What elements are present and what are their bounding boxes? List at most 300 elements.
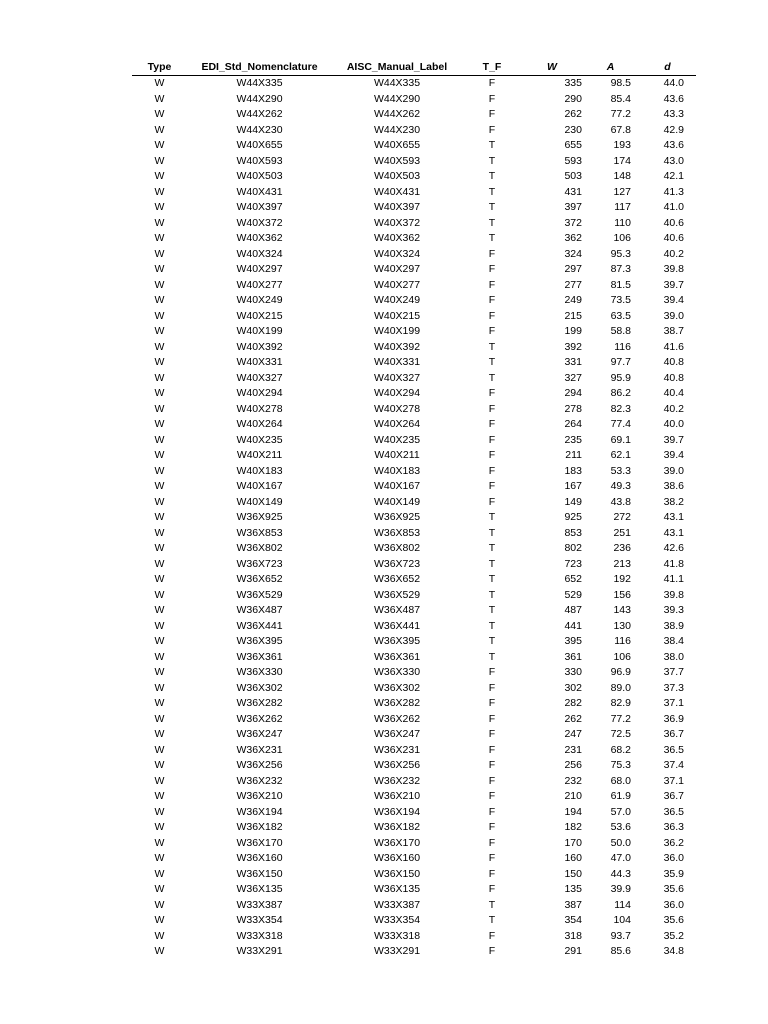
cell-t-f: T bbox=[488, 588, 496, 601]
cell-a: 174 bbox=[613, 154, 631, 167]
cell-a: 73.5 bbox=[610, 294, 631, 306]
cell-a: 130 bbox=[613, 619, 631, 632]
table-row bbox=[132, 588, 696, 604]
cell-w: 324 bbox=[564, 247, 582, 260]
cell-type: W bbox=[154, 154, 165, 167]
table-row bbox=[132, 324, 696, 340]
cell-aisc-manual-label: W40X277 bbox=[373, 278, 421, 291]
cell-w: 210 bbox=[564, 790, 582, 802]
cell-a: 82.3 bbox=[610, 402, 631, 415]
cell-t-f: F bbox=[488, 883, 496, 895]
cell-a: 69.1 bbox=[610, 433, 631, 446]
cell-d: 39.7 bbox=[663, 433, 684, 446]
table-row bbox=[132, 758, 696, 774]
cell-a: 117 bbox=[614, 201, 631, 213]
cell-type: W bbox=[154, 201, 165, 213]
cell-edi-std-nomenclature: W44X230 bbox=[236, 123, 283, 136]
cell-w: 652 bbox=[564, 573, 582, 585]
cell-aisc-manual-label: W36X441 bbox=[373, 619, 421, 632]
cell-t-f: F bbox=[488, 945, 496, 957]
cell-d: 41.1 bbox=[663, 573, 684, 585]
cell-d: 42.6 bbox=[663, 542, 684, 554]
cell-a: 97.7 bbox=[610, 356, 631, 368]
cell-d: 44.0 bbox=[663, 77, 684, 89]
cell-a: 67.8 bbox=[610, 123, 631, 136]
cell-d: 37.1 bbox=[663, 774, 684, 787]
cell-type: W bbox=[154, 480, 165, 492]
cell-type: W bbox=[154, 123, 165, 136]
cell-edi-std-nomenclature: W40X397 bbox=[236, 201, 283, 213]
cell-aisc-manual-label: W36X853 bbox=[373, 526, 421, 539]
cell-edi-std-nomenclature: W40X149 bbox=[236, 495, 283, 508]
cell-w: 149 bbox=[564, 495, 582, 508]
cell-t-f: F bbox=[488, 743, 496, 756]
cell-type: W bbox=[154, 185, 165, 198]
cell-aisc-manual-label: W40X167 bbox=[373, 480, 421, 492]
cell-w: 247 bbox=[564, 728, 582, 740]
cell-t-f: F bbox=[488, 495, 496, 508]
cell-a: 193 bbox=[613, 139, 631, 151]
cell-d: 41.0 bbox=[663, 201, 684, 213]
table-row bbox=[132, 634, 696, 650]
cell-t-f: F bbox=[488, 309, 496, 322]
cell-w: 160 bbox=[564, 852, 582, 864]
cell-a: 47.0 bbox=[610, 852, 631, 864]
table-row bbox=[132, 882, 696, 898]
table-row bbox=[132, 929, 696, 945]
cell-edi-std-nomenclature: W36X150 bbox=[236, 867, 283, 880]
cell-t-f: T bbox=[488, 914, 496, 926]
cell-d: 43.1 bbox=[663, 526, 684, 539]
table-row bbox=[132, 76, 696, 92]
cell-w: 294 bbox=[564, 387, 582, 399]
cell-type: W bbox=[154, 340, 165, 353]
cell-type: W bbox=[154, 929, 165, 942]
cell-edi-std-nomenclature: W36X232 bbox=[236, 774, 283, 787]
cell-a: 85.6 bbox=[610, 945, 631, 957]
cell-t-f: T bbox=[488, 356, 496, 368]
cell-edi-std-nomenclature: W36X247 bbox=[236, 728, 283, 740]
cell-type: W bbox=[154, 542, 165, 554]
cell-t-f: T bbox=[488, 526, 496, 539]
cell-aisc-manual-label: W36X529 bbox=[373, 588, 421, 601]
cell-type: W bbox=[154, 263, 165, 275]
cell-t-f: T bbox=[488, 232, 496, 244]
cell-type: W bbox=[154, 945, 165, 957]
cell-t-f: T bbox=[488, 371, 496, 384]
cell-edi-std-nomenclature: W36X652 bbox=[236, 573, 283, 585]
cell-aisc-manual-label: W33X291 bbox=[373, 945, 421, 957]
cell-w: 431 bbox=[564, 185, 582, 198]
cell-d: 36.0 bbox=[663, 898, 684, 911]
cell-edi-std-nomenclature: W40X503 bbox=[236, 170, 283, 182]
cell-type: W bbox=[154, 836, 165, 849]
cell-aisc-manual-label: W36X170 bbox=[373, 836, 421, 849]
table-row bbox=[132, 355, 696, 371]
cell-type: W bbox=[154, 883, 165, 895]
cell-t-f: T bbox=[488, 185, 496, 198]
cell-a: 148 bbox=[613, 170, 631, 182]
cell-edi-std-nomenclature: W36X135 bbox=[236, 883, 283, 895]
cell-t-f: F bbox=[488, 433, 496, 446]
cell-d: 39.8 bbox=[663, 263, 684, 275]
cell-w: 361 bbox=[564, 650, 582, 663]
cell-aisc-manual-label: W36X182 bbox=[373, 821, 421, 833]
table-row bbox=[132, 417, 696, 433]
cell-edi-std-nomenclature: W36X231 bbox=[236, 743, 283, 756]
cell-aisc-manual-label: W40X397 bbox=[373, 201, 421, 213]
cell-type: W bbox=[154, 356, 165, 368]
cell-w: 503 bbox=[564, 170, 582, 182]
cell-w: 170 bbox=[564, 836, 582, 849]
cell-t-f: F bbox=[488, 867, 496, 880]
cell-edi-std-nomenclature: W44X262 bbox=[236, 108, 283, 120]
cell-aisc-manual-label: W40X297 bbox=[373, 263, 421, 275]
cell-t-f: T bbox=[488, 557, 496, 570]
cell-type: W bbox=[154, 712, 165, 725]
cell-w: 135 bbox=[564, 883, 582, 895]
cell-edi-std-nomenclature: W44X290 bbox=[236, 92, 283, 105]
cell-w: 215 bbox=[564, 309, 582, 322]
cell-type: W bbox=[154, 108, 165, 120]
cell-type: W bbox=[154, 418, 165, 430]
cell-aisc-manual-label: W36X925 bbox=[373, 511, 421, 523]
cell-w: 593 bbox=[564, 154, 582, 167]
cell-type: W bbox=[154, 232, 165, 244]
cell-type: W bbox=[154, 635, 165, 647]
cell-w: 183 bbox=[564, 464, 582, 477]
cell-d: 35.6 bbox=[663, 914, 684, 926]
cell-t-f: F bbox=[488, 263, 496, 275]
cell-edi-std-nomenclature: W36X160 bbox=[236, 852, 283, 864]
col-header-aisc-manual-label: AISC_Manual_Label bbox=[332, 60, 462, 76]
cell-w: 331 bbox=[564, 356, 582, 368]
cell-t-f: F bbox=[488, 929, 496, 942]
cell-t-f: F bbox=[488, 836, 496, 849]
cell-edi-std-nomenclature: W36X330 bbox=[236, 666, 283, 678]
table-row bbox=[132, 913, 696, 929]
cell-a: 43.8 bbox=[610, 495, 631, 508]
cell-aisc-manual-label: W44X335 bbox=[373, 77, 421, 89]
cell-type: W bbox=[154, 821, 165, 833]
cell-type: W bbox=[154, 170, 165, 182]
table-row bbox=[132, 541, 696, 557]
cell-type: W bbox=[154, 309, 165, 322]
cell-d: 40.4 bbox=[663, 387, 684, 399]
cell-d: 35.6 bbox=[663, 883, 684, 895]
cell-a: 57.0 bbox=[610, 805, 631, 818]
cell-edi-std-nomenclature: W36X361 bbox=[236, 650, 283, 663]
cell-a: 127 bbox=[613, 185, 631, 198]
cell-aisc-manual-label: W40X431 bbox=[373, 185, 421, 198]
cell-edi-std-nomenclature: W40X431 bbox=[236, 185, 283, 198]
cell-edi-std-nomenclature: W40X324 bbox=[236, 247, 283, 260]
cell-w: 262 bbox=[564, 108, 582, 120]
cell-type: W bbox=[154, 805, 165, 818]
table-row bbox=[132, 944, 696, 960]
table-row bbox=[132, 665, 696, 681]
cell-w: 354 bbox=[564, 914, 582, 926]
cell-edi-std-nomenclature: W40X331 bbox=[236, 356, 283, 368]
cell-aisc-manual-label: W40X324 bbox=[373, 247, 421, 260]
cell-edi-std-nomenclature: W36X487 bbox=[236, 604, 283, 616]
table-row bbox=[132, 696, 696, 712]
table-row bbox=[132, 774, 696, 790]
table-row bbox=[132, 603, 696, 619]
table-row bbox=[132, 371, 696, 387]
cell-t-f: F bbox=[488, 108, 496, 120]
table-row bbox=[132, 386, 696, 402]
cell-aisc-manual-label: W40X264 bbox=[373, 418, 421, 430]
col-header-type: Type bbox=[132, 60, 187, 76]
cell-w: 297 bbox=[564, 263, 582, 275]
cell-type: W bbox=[154, 650, 165, 663]
table-row bbox=[132, 433, 696, 449]
cell-a: 77.2 bbox=[610, 712, 631, 725]
cell-w: 302 bbox=[564, 681, 582, 694]
table-row bbox=[132, 650, 696, 666]
cell-edi-std-nomenclature: W40X235 bbox=[236, 433, 283, 446]
cell-aisc-manual-label: W40X503 bbox=[373, 170, 421, 182]
cell-t-f: T bbox=[488, 604, 496, 616]
table-row bbox=[132, 789, 696, 805]
cell-w: 529 bbox=[564, 588, 582, 601]
cell-t-f: F bbox=[488, 697, 496, 709]
cell-w: 167 bbox=[564, 480, 582, 492]
cell-d: 35.9 bbox=[663, 867, 684, 880]
cell-a: 68.0 bbox=[610, 774, 631, 787]
cell-t-f: T bbox=[488, 201, 496, 213]
cell-w: 395 bbox=[564, 635, 582, 647]
cell-type: W bbox=[154, 247, 165, 260]
cell-a: 213 bbox=[613, 557, 631, 570]
cell-a: 85.4 bbox=[610, 92, 631, 105]
cell-d: 36.0 bbox=[663, 852, 684, 864]
cell-d: 39.0 bbox=[663, 464, 684, 477]
cell-edi-std-nomenclature: W40X264 bbox=[236, 418, 283, 430]
cell-edi-std-nomenclature: W36X395 bbox=[236, 635, 283, 647]
cell-d: 38.4 bbox=[663, 635, 684, 647]
cell-t-f: T bbox=[488, 619, 496, 632]
cell-t-f: T bbox=[488, 340, 496, 353]
cell-aisc-manual-label: W36X210 bbox=[373, 790, 421, 802]
cell-type: W bbox=[154, 526, 165, 539]
cell-type: W bbox=[154, 588, 165, 601]
cell-edi-std-nomenclature: W36X853 bbox=[236, 526, 283, 539]
cell-aisc-manual-label: W40X655 bbox=[373, 139, 421, 151]
cell-a: 81.5 bbox=[610, 278, 631, 291]
cell-a: 272 bbox=[613, 511, 631, 523]
table-row bbox=[132, 278, 696, 294]
cell-w: 277 bbox=[564, 278, 582, 291]
table-row bbox=[132, 681, 696, 697]
cell-d: 40.2 bbox=[663, 402, 684, 415]
cell-d: 39.7 bbox=[663, 278, 684, 291]
cell-type: W bbox=[154, 743, 165, 756]
cell-edi-std-nomenclature: W44X335 bbox=[236, 77, 283, 89]
cell-d: 36.9 bbox=[663, 712, 684, 725]
table-row bbox=[132, 340, 696, 356]
cell-a: 49.3 bbox=[610, 480, 631, 492]
cell-aisc-manual-label: W36X150 bbox=[373, 867, 421, 880]
cell-edi-std-nomenclature: W36X441 bbox=[236, 619, 283, 632]
cell-d: 43.6 bbox=[663, 139, 684, 151]
cell-edi-std-nomenclature: W40X183 bbox=[236, 464, 283, 477]
table-row bbox=[132, 526, 696, 542]
table-row bbox=[132, 743, 696, 759]
table-row bbox=[132, 402, 696, 418]
cell-a: 251 bbox=[613, 526, 631, 539]
cell-a: 39.9 bbox=[610, 883, 631, 895]
cell-w: 290 bbox=[564, 92, 582, 105]
cell-edi-std-nomenclature: W40X249 bbox=[236, 294, 283, 306]
cell-d: 36.3 bbox=[663, 821, 684, 833]
table-row bbox=[132, 510, 696, 526]
cell-type: W bbox=[154, 77, 165, 89]
cell-a: 95.3 bbox=[610, 247, 631, 260]
cell-w: 362 bbox=[564, 232, 582, 244]
cell-aisc-manual-label: W36X723 bbox=[373, 557, 421, 570]
cell-aisc-manual-label: W36X231 bbox=[373, 743, 421, 756]
cell-edi-std-nomenclature: W33X318 bbox=[236, 929, 283, 942]
cell-edi-std-nomenclature: W40X593 bbox=[236, 154, 283, 167]
table-row bbox=[132, 820, 696, 836]
cell-w: 335 bbox=[564, 77, 582, 89]
cell-w: 327 bbox=[564, 371, 582, 384]
cell-a: 50.0 bbox=[610, 836, 631, 849]
table-row bbox=[132, 138, 696, 154]
cell-type: W bbox=[154, 216, 165, 229]
cell-aisc-manual-label: W40X294 bbox=[373, 387, 421, 399]
cell-aisc-manual-label: W40X199 bbox=[373, 325, 421, 337]
cell-edi-std-nomenclature: W40X167 bbox=[236, 480, 283, 492]
cell-a: 192 bbox=[613, 573, 631, 585]
cell-edi-std-nomenclature: W36X262 bbox=[236, 712, 283, 725]
cell-d: 43.3 bbox=[663, 108, 684, 120]
table-row bbox=[132, 479, 696, 495]
cell-type: W bbox=[154, 867, 165, 880]
cell-aisc-manual-label: W33X318 bbox=[373, 929, 421, 942]
table-row bbox=[132, 169, 696, 185]
cell-t-f: F bbox=[488, 387, 496, 399]
table-row bbox=[132, 154, 696, 170]
cell-t-f: F bbox=[488, 449, 496, 461]
table-row bbox=[132, 572, 696, 588]
col-header-a: A bbox=[582, 60, 639, 76]
cell-type: W bbox=[154, 666, 165, 678]
table-row bbox=[132, 216, 696, 232]
cell-edi-std-nomenclature: W33X354 bbox=[236, 914, 283, 926]
cell-w: 925 bbox=[564, 511, 582, 523]
cell-d: 42.9 bbox=[663, 123, 684, 136]
cell-aisc-manual-label: W36X330 bbox=[373, 666, 421, 678]
cell-w: 231 bbox=[564, 743, 582, 756]
table-row bbox=[132, 262, 696, 278]
shapes-table bbox=[132, 60, 696, 960]
cell-a: 77.4 bbox=[610, 418, 631, 430]
cell-a: 89.0 bbox=[610, 681, 631, 694]
cell-aisc-manual-label: W40X149 bbox=[373, 495, 421, 508]
cell-edi-std-nomenclature: W40X277 bbox=[236, 278, 283, 291]
col-header-d: d bbox=[639, 60, 696, 76]
cell-edi-std-nomenclature: W40X294 bbox=[236, 387, 283, 399]
cell-a: 62.1 bbox=[610, 449, 631, 461]
cell-d: 38.9 bbox=[663, 619, 684, 632]
cell-type: W bbox=[154, 604, 165, 616]
cell-aisc-manual-label: W40X362 bbox=[373, 232, 421, 244]
table-row bbox=[132, 836, 696, 852]
cell-d: 41.8 bbox=[663, 557, 684, 570]
table-row bbox=[132, 200, 696, 216]
table-row bbox=[132, 851, 696, 867]
cell-t-f: F bbox=[488, 402, 496, 415]
cell-d: 40.6 bbox=[663, 232, 684, 244]
cell-edi-std-nomenclature: W33X291 bbox=[236, 945, 283, 957]
cell-t-f: T bbox=[488, 154, 496, 167]
cell-d: 38.2 bbox=[663, 495, 684, 508]
table-row bbox=[132, 867, 696, 883]
cell-edi-std-nomenclature: W40X215 bbox=[236, 309, 283, 322]
cell-t-f: F bbox=[488, 480, 496, 492]
cell-type: W bbox=[154, 774, 165, 787]
cell-w: 150 bbox=[564, 867, 582, 880]
cell-type: W bbox=[154, 697, 165, 709]
cell-aisc-manual-label: W40X327 bbox=[373, 371, 421, 384]
cell-a: 116 bbox=[614, 340, 631, 353]
cell-aisc-manual-label: W40X331 bbox=[373, 356, 421, 368]
cell-t-f: T bbox=[488, 139, 496, 151]
table-row bbox=[132, 448, 696, 464]
cell-type: W bbox=[154, 573, 165, 585]
cell-aisc-manual-label: W36X802 bbox=[373, 542, 421, 554]
cell-t-f: F bbox=[488, 681, 496, 694]
cell-type: W bbox=[154, 139, 165, 151]
cell-aisc-manual-label: W40X249 bbox=[373, 294, 421, 306]
cell-aisc-manual-label: W36X160 bbox=[373, 852, 421, 864]
cell-aisc-manual-label: W40X183 bbox=[373, 464, 421, 477]
table-body bbox=[132, 76, 696, 960]
cell-aisc-manual-label: W36X232 bbox=[373, 774, 421, 787]
cell-w: 282 bbox=[564, 697, 582, 709]
cell-d: 39.0 bbox=[663, 309, 684, 322]
cell-d: 37.7 bbox=[663, 666, 684, 678]
cell-edi-std-nomenclature: W36X170 bbox=[236, 836, 283, 849]
cell-d: 39.4 bbox=[663, 449, 684, 461]
cell-d: 36.5 bbox=[663, 805, 684, 818]
cell-a: 106 bbox=[613, 650, 631, 663]
cell-t-f: F bbox=[488, 805, 496, 818]
cell-aisc-manual-label: W44X290 bbox=[373, 92, 421, 105]
cell-d: 37.1 bbox=[663, 697, 684, 709]
cell-edi-std-nomenclature: W40X278 bbox=[236, 402, 283, 415]
cell-t-f: F bbox=[488, 325, 496, 337]
cell-a: 58.8 bbox=[610, 325, 631, 337]
cell-d: 36.7 bbox=[663, 790, 684, 802]
cell-aisc-manual-label: W40X593 bbox=[373, 154, 421, 167]
cell-edi-std-nomenclature: W40X297 bbox=[236, 263, 283, 275]
cell-w: 278 bbox=[564, 402, 582, 415]
cell-d: 35.2 bbox=[663, 929, 684, 942]
cell-t-f: T bbox=[488, 635, 496, 647]
cell-edi-std-nomenclature: W36X256 bbox=[236, 759, 283, 771]
cell-aisc-manual-label: W36X652 bbox=[373, 573, 421, 585]
cell-d: 39.4 bbox=[663, 294, 684, 306]
cell-edi-std-nomenclature: W36X302 bbox=[236, 681, 283, 694]
cell-a: 93.7 bbox=[610, 929, 631, 942]
cell-edi-std-nomenclature: W36X802 bbox=[236, 542, 283, 554]
cell-aisc-manual-label: W36X302 bbox=[373, 681, 421, 694]
cell-edi-std-nomenclature: W36X210 bbox=[236, 790, 283, 802]
